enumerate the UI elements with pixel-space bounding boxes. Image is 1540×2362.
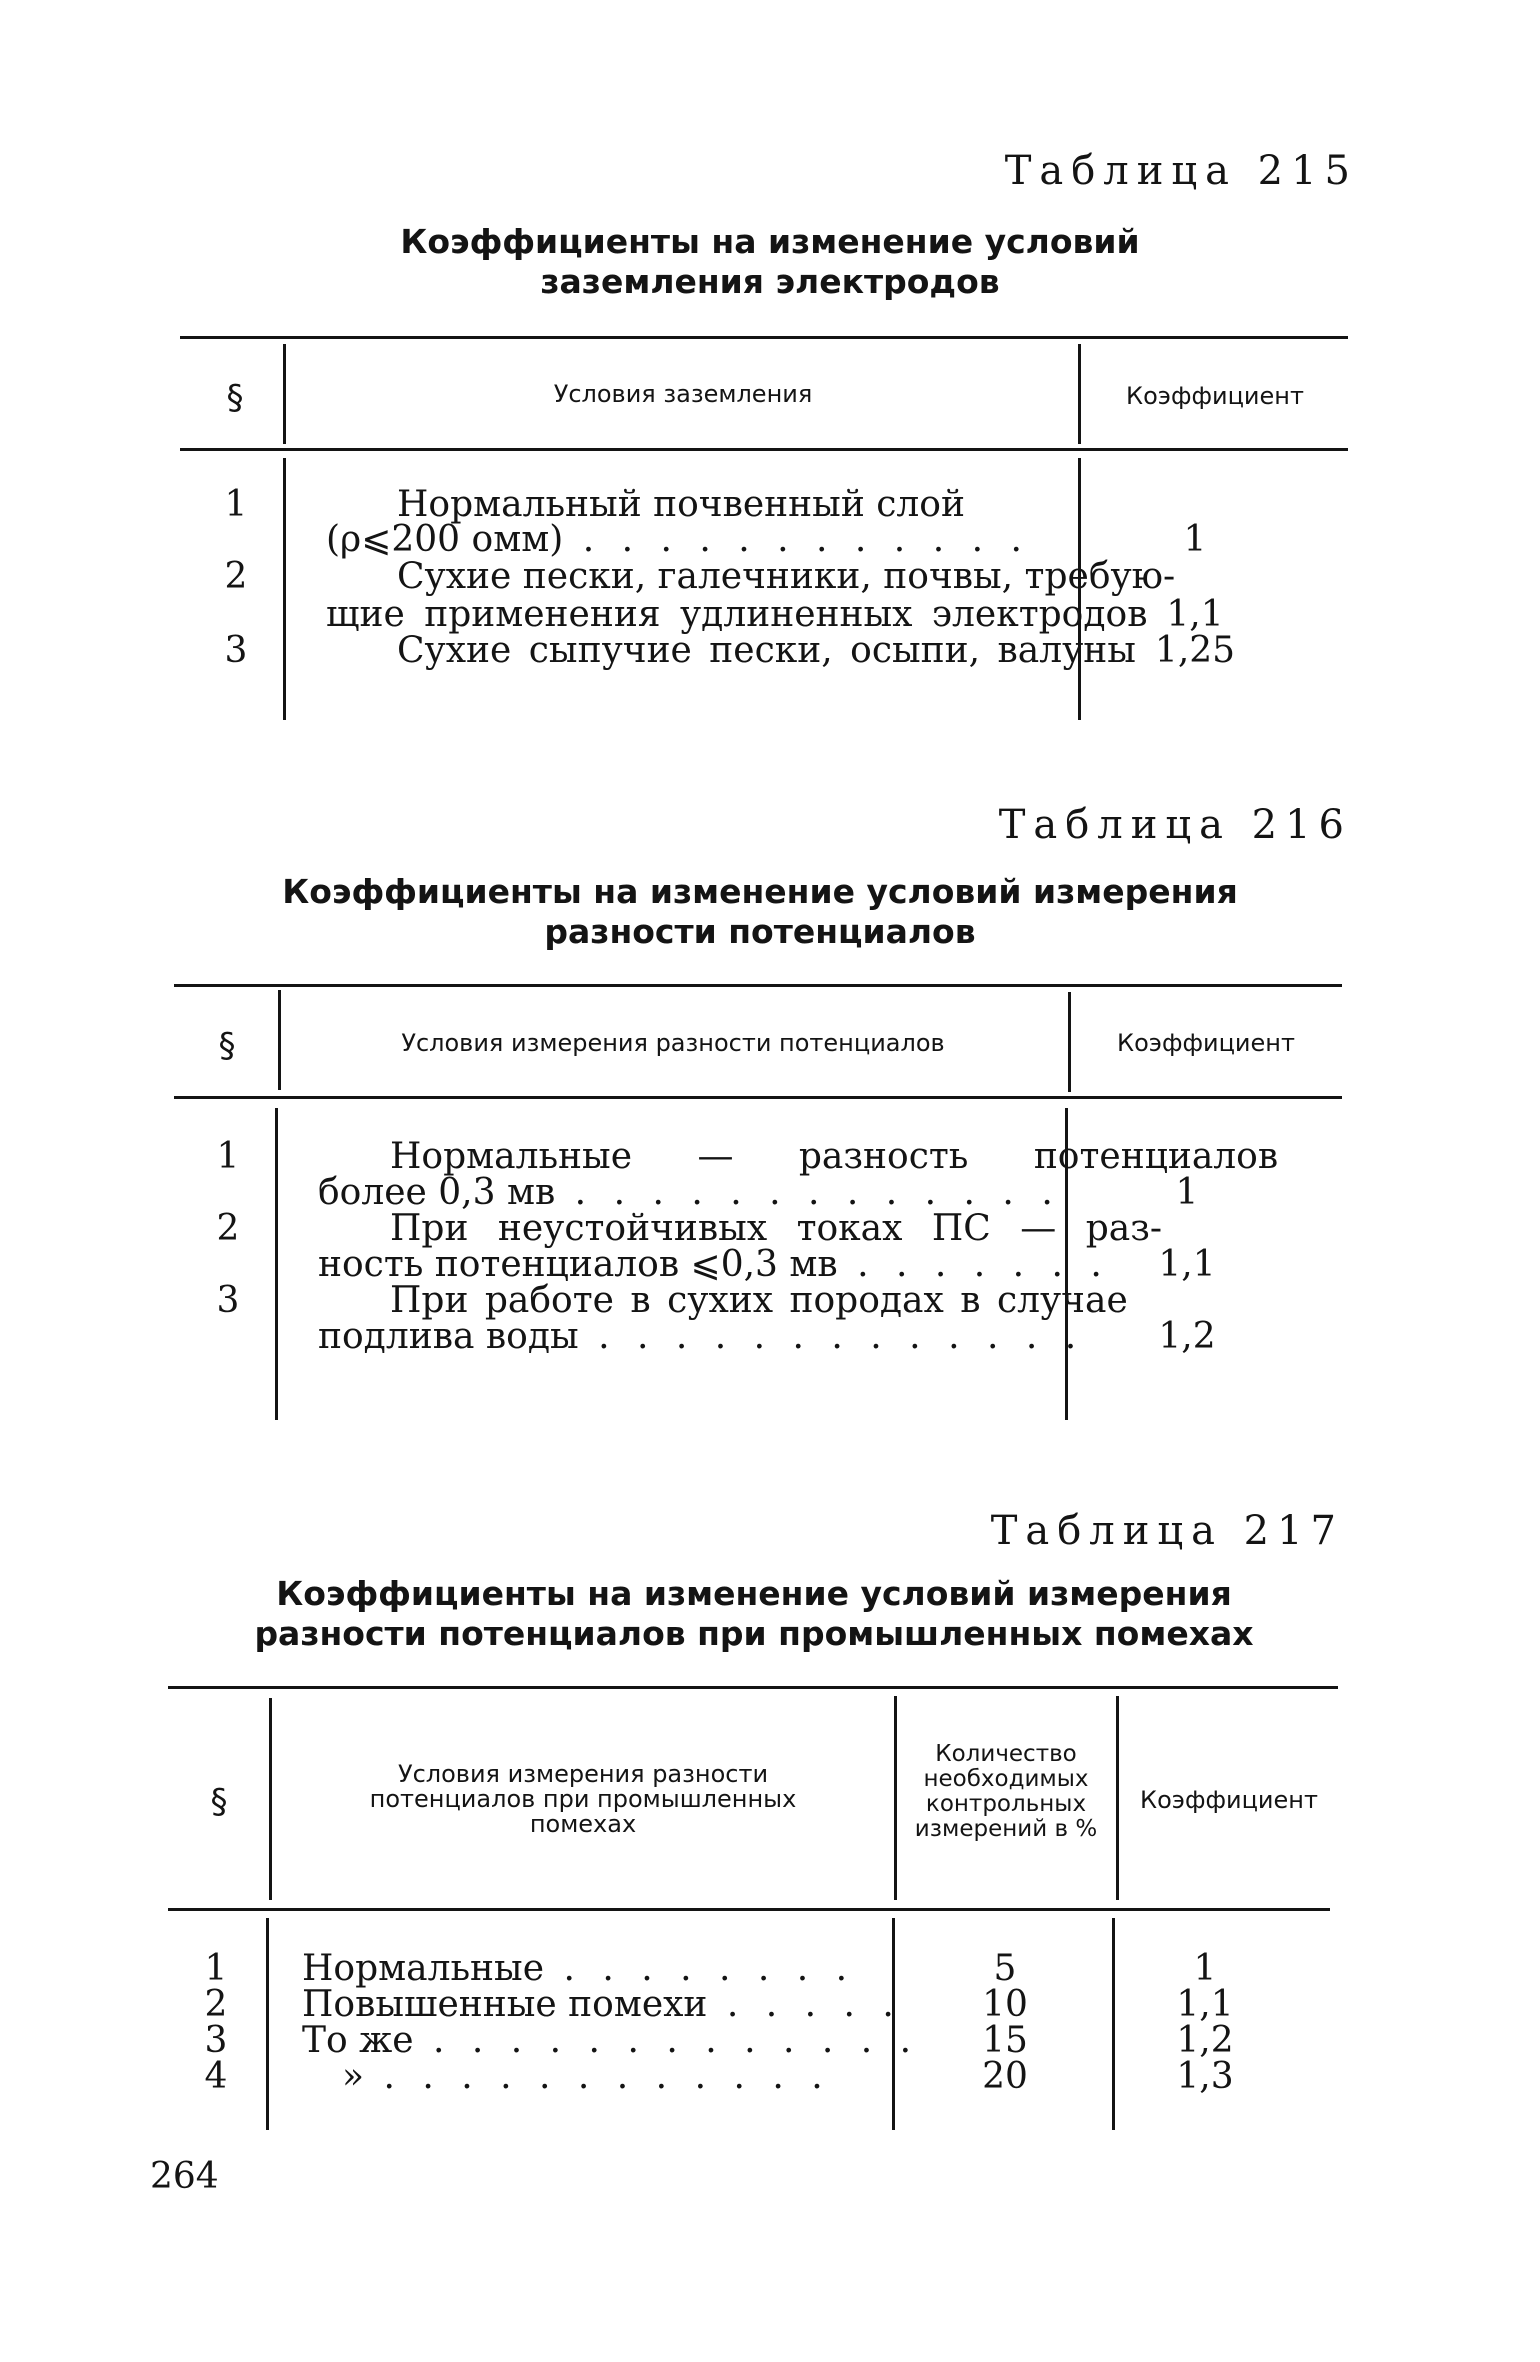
- table-216-row-coefficient: 1,1: [1158, 1244, 1216, 1285]
- table-217-row-number: 4: [204, 2056, 228, 2097]
- table-216-row-text: При работе в сухих породах в случае: [390, 1280, 1128, 1321]
- table-217-row-count: 5: [993, 1948, 1017, 1989]
- table-215-row-text: (ρ⩽200 омм) . . . . . . . . . . . .: [326, 519, 1030, 560]
- table-217-header-measurements: Количество необходимых контрольных измерений в %: [914, 1741, 1098, 1842]
- table-216-row-text: более 0,3 мв . . . . . . . . . . . . .: [318, 1172, 1061, 1213]
- table-217-row-count: 15: [982, 2020, 1028, 2061]
- table-215-row-number: 3: [224, 630, 248, 671]
- table-216-row-coefficient: 1,2: [1158, 1316, 1216, 1357]
- table-215-caption-line1: Коэффициенты на изменение условий: [400, 222, 1140, 261]
- table-217-top-rule: [168, 1686, 1338, 1689]
- table-216-row-number: 2: [216, 1208, 240, 1249]
- table-215-header-conditions: Условия заземления: [553, 380, 813, 408]
- table-217-row-number: 1: [204, 1948, 228, 1989]
- table-215-row-text: Сухие пески, галечники, почвы, требую-: [397, 556, 1176, 597]
- table-216-top-rule: [174, 984, 1342, 987]
- table-216-label: Таблица 216: [998, 802, 1352, 848]
- table-216-divider: [278, 990, 281, 1090]
- table-216-header-section: §: [218, 1026, 236, 1066]
- table-217-row-coefficient: 1,3: [1176, 2056, 1234, 2097]
- table-217-row-text: » . . . . . . . . . . . .: [342, 2056, 831, 2097]
- table-216-row-text: Нормальные — разность потенциалов: [390, 1136, 1279, 1177]
- table-217-row-text: То же . . . . . . . . . . . . .: [302, 2020, 920, 2061]
- table-215-divider: [283, 344, 286, 444]
- table-215-row-coefficient: 1,1: [1166, 594, 1224, 635]
- table-216-header-conditions: Условия измерения разности потенциалов: [401, 1029, 945, 1057]
- table-215-label: Таблица 215: [1004, 148, 1358, 194]
- table-216-divider: [275, 1108, 278, 1420]
- table-216-row-text: подлива воды . . . . . . . . . . . . .: [318, 1316, 1085, 1357]
- table-215-row-coefficient: 1: [1183, 519, 1207, 560]
- table-215-header-coefficient: Коэффициент: [1126, 382, 1304, 410]
- table-217-divider: [266, 1918, 269, 2130]
- table-216-caption-line1: Коэффициенты на изменение условий измерения: [282, 872, 1238, 911]
- table-216-header-coefficient: Коэффициент: [1117, 1029, 1295, 1057]
- table-217-row-number: 2: [204, 1984, 228, 2025]
- table-215-divider: [283, 458, 286, 720]
- table-216-row-text: При неустойчивых токах ПС — раз-: [390, 1208, 1162, 1249]
- table-217-label: Таблица 217: [990, 1508, 1344, 1554]
- table-215-row-text: щие применения удлиненных электродов: [326, 594, 1148, 635]
- table-217-row-text: Нормальные . . . . . . . .: [302, 1948, 856, 1989]
- table-215-row-number: 1: [224, 484, 248, 525]
- table-217-row-count: 20: [982, 2056, 1028, 2097]
- table-217-row-coefficient: 1: [1193, 1948, 1217, 1989]
- table-217-divider: [1112, 1918, 1115, 2130]
- table-217-header-conditions: Условия измерения разности потенциалов при промышленных помехах: [369, 1760, 797, 1838]
- table-216-divider: [1068, 992, 1071, 1092]
- table-216-row-text: ность потенциалов ⩽0,3 мв . . . . . . .: [318, 1244, 1110, 1285]
- table-217-row-coefficient: 1,1: [1176, 1984, 1234, 2025]
- table-215-row-text: Сухие сыпучие пески, осыпи, валуны: [397, 630, 1136, 671]
- table-216-row-number: 1: [216, 1136, 240, 1177]
- table-217-header-coefficient: Коэффициент: [1140, 1786, 1318, 1814]
- table-217-caption-line1: Коэффициенты на изменение условий измерения: [276, 1574, 1232, 1613]
- page-number: 264: [150, 2156, 219, 2197]
- table-217-row-coefficient: 1,2: [1176, 2020, 1234, 2061]
- table-215-header-section: §: [226, 378, 244, 418]
- table-215-row-number: 2: [224, 556, 248, 597]
- table-217-row-text: Повышенные помехи . . . . .: [302, 1984, 902, 2025]
- table-216-caption-line2: разности потенциалов: [544, 912, 976, 951]
- table-217-caption-line2: разности потенциалов при промышленных помехах: [254, 1614, 1254, 1653]
- table-215-divider: [1078, 344, 1081, 444]
- table-216-row-number: 3: [216, 1280, 240, 1321]
- table-217-row-number: 3: [204, 2020, 228, 2061]
- table-215-row-text: Нормальный почвенный слой: [397, 484, 965, 525]
- table-217-divider: [1116, 1696, 1119, 1900]
- table-217-header-rule: [168, 1908, 1330, 1911]
- table-215-caption-line2: заземления электродов: [540, 262, 1000, 301]
- table-217-row-count: 10: [982, 1984, 1028, 2025]
- table-217-divider: [269, 1698, 272, 1900]
- table-216-row-coefficient: 1: [1175, 1172, 1199, 1213]
- table-215-header-rule: [180, 448, 1348, 451]
- table-215-row-coefficient: 1,25: [1154, 630, 1236, 671]
- table-216-header-rule: [174, 1096, 1342, 1099]
- table-215-top-rule: [180, 336, 1348, 339]
- table-217-header-section: §: [210, 1782, 228, 1822]
